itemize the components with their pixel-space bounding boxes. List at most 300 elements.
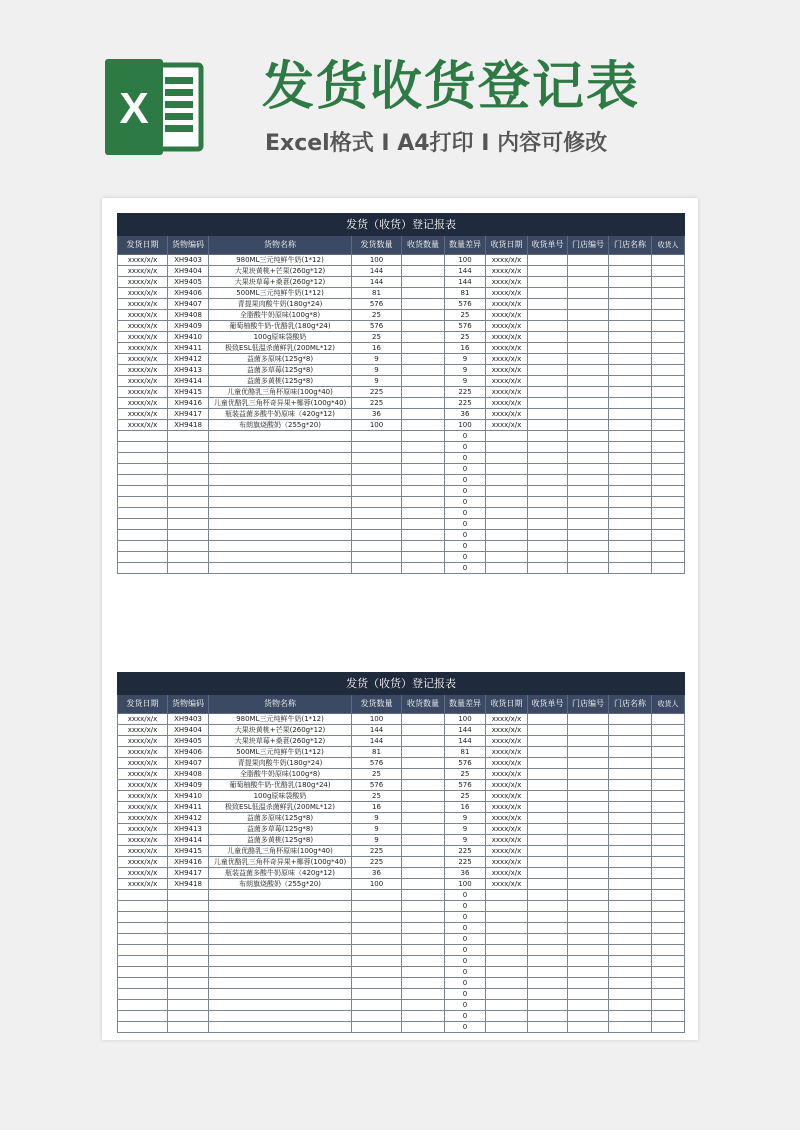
table-cell bbox=[486, 464, 528, 475]
table-cell bbox=[402, 442, 445, 453]
table-row bbox=[118, 824, 685, 835]
table-cell bbox=[352, 475, 402, 486]
table-cell bbox=[402, 769, 445, 780]
table-cell bbox=[528, 736, 568, 747]
table-cell bbox=[402, 1011, 445, 1022]
table-cell: 576 bbox=[352, 299, 402, 310]
table-cell: 576 bbox=[352, 321, 402, 332]
table-cell bbox=[168, 945, 209, 956]
table-cell bbox=[118, 1011, 168, 1022]
table-cell bbox=[609, 288, 652, 299]
table-cell: 100 bbox=[352, 879, 402, 890]
table-cell: 980ML三元纯鲜牛奶(1*12) bbox=[209, 255, 352, 266]
table-cell: xxxx/x/x bbox=[486, 343, 528, 354]
table-cell bbox=[528, 398, 568, 409]
table-cell: 极致ESL低温杀菌鲜乳(200ML*12) bbox=[209, 802, 352, 813]
table-cell bbox=[568, 956, 609, 967]
table-cell bbox=[652, 923, 685, 934]
table-cell: 100 bbox=[445, 879, 486, 890]
table-row bbox=[118, 552, 685, 563]
column-header: 发货数量 bbox=[352, 236, 402, 255]
table-cell bbox=[609, 989, 652, 1000]
table-cell bbox=[652, 409, 685, 420]
table-cell bbox=[402, 989, 445, 1000]
table-cell bbox=[652, 508, 685, 519]
column-header: 发货数量 bbox=[352, 695, 402, 714]
table-cell bbox=[652, 846, 685, 857]
table-cell bbox=[609, 266, 652, 277]
table-cell bbox=[209, 486, 352, 497]
table-cell bbox=[402, 541, 445, 552]
table-cell bbox=[652, 354, 685, 365]
table-cell: 25 bbox=[352, 310, 402, 321]
table-cell bbox=[652, 288, 685, 299]
table-cell: 益菌多草莓(125g*8) bbox=[209, 824, 352, 835]
table-cell: xxxx/x/x bbox=[486, 835, 528, 846]
table-cell: 9 bbox=[352, 813, 402, 824]
table-cell: 0 bbox=[445, 519, 486, 530]
column-header: 收货单号 bbox=[528, 236, 568, 255]
table-cell: 益菌多原味(125g*8) bbox=[209, 354, 352, 365]
table-cell bbox=[118, 945, 168, 956]
table-cell: xxxx/x/x bbox=[118, 288, 168, 299]
table-cell: 布朗旗烧酸奶（255g*20) bbox=[209, 420, 352, 431]
table-cell: xxxx/x/x bbox=[118, 780, 168, 791]
table-cell bbox=[652, 255, 685, 266]
table-row bbox=[118, 714, 685, 725]
table-cell bbox=[168, 530, 209, 541]
table-cell bbox=[568, 901, 609, 912]
table-cell bbox=[118, 541, 168, 552]
table-cell bbox=[568, 431, 609, 442]
table-cell bbox=[652, 791, 685, 802]
table-cell bbox=[568, 791, 609, 802]
table-cell bbox=[118, 934, 168, 945]
table-cell bbox=[352, 989, 402, 1000]
table-cell bbox=[118, 989, 168, 1000]
table-cell bbox=[568, 835, 609, 846]
table-cell bbox=[652, 442, 685, 453]
table-cell: 大果块黄桃+芒果(260g*12) bbox=[209, 725, 352, 736]
table-cell: xxxx/x/x bbox=[118, 354, 168, 365]
table-cell bbox=[168, 453, 209, 464]
table-cell: xxxx/x/x bbox=[118, 365, 168, 376]
column-header: 门店名称 bbox=[609, 236, 652, 255]
table-cell: XH9417 bbox=[168, 409, 209, 420]
table-cell: 9 bbox=[445, 813, 486, 824]
table-cell bbox=[652, 420, 685, 431]
table-row bbox=[118, 288, 685, 299]
table-cell bbox=[486, 552, 528, 563]
table-cell bbox=[568, 846, 609, 857]
table-cell bbox=[118, 967, 168, 978]
table-cell: xxxx/x/x bbox=[486, 736, 528, 747]
table-cell bbox=[402, 365, 445, 376]
table-cell: 81 bbox=[352, 747, 402, 758]
table-cell: 9 bbox=[352, 354, 402, 365]
table-cell bbox=[168, 934, 209, 945]
table-cell bbox=[568, 563, 609, 574]
table-cell bbox=[352, 552, 402, 563]
table-cell bbox=[609, 1000, 652, 1011]
table-cell bbox=[609, 464, 652, 475]
table-cell: XH9408 bbox=[168, 310, 209, 321]
table-cell bbox=[402, 277, 445, 288]
table-row bbox=[118, 376, 685, 387]
table-cell bbox=[568, 376, 609, 387]
table-cell bbox=[486, 934, 528, 945]
logo-letter: X bbox=[119, 84, 149, 133]
table-cell bbox=[168, 464, 209, 475]
page-subtitle: Excel格式 I A4打印 I 内容可修改 bbox=[265, 131, 608, 156]
table-cell bbox=[486, 1022, 528, 1033]
table-cell: 576 bbox=[352, 780, 402, 791]
table-cell bbox=[652, 310, 685, 321]
table-row bbox=[118, 1011, 685, 1022]
table-cell: 青提果肉酸牛奶(180g*24) bbox=[209, 299, 352, 310]
table-cell bbox=[402, 310, 445, 321]
table-row bbox=[118, 1000, 685, 1011]
table-cell bbox=[652, 736, 685, 747]
table-cell bbox=[528, 934, 568, 945]
table-cell bbox=[652, 552, 685, 563]
table-cell: xxxx/x/x bbox=[118, 376, 168, 387]
table-row bbox=[118, 901, 685, 912]
table-cell: 儿童优酪乳三角杯奇异果+椰蓉(100g*40) bbox=[209, 857, 352, 868]
table-cell bbox=[528, 563, 568, 574]
table-cell: XH9409 bbox=[168, 780, 209, 791]
table-cell bbox=[609, 365, 652, 376]
table-cell: 25 bbox=[352, 791, 402, 802]
table-cell bbox=[528, 989, 568, 1000]
table-cell: xxxx/x/x bbox=[118, 321, 168, 332]
table-cell bbox=[486, 519, 528, 530]
table-cell bbox=[652, 879, 685, 890]
table-cell bbox=[528, 475, 568, 486]
table-cell bbox=[609, 857, 652, 868]
table-cell bbox=[118, 519, 168, 530]
table-cell: 0 bbox=[445, 901, 486, 912]
table-cell bbox=[568, 409, 609, 420]
table-cell: 500ML三元纯鲜牛奶(1*12) bbox=[209, 747, 352, 758]
table-cell bbox=[568, 1022, 609, 1033]
table-cell bbox=[118, 508, 168, 519]
table-cell bbox=[609, 541, 652, 552]
table-cell bbox=[118, 464, 168, 475]
table-cell bbox=[652, 725, 685, 736]
table-cell bbox=[352, 945, 402, 956]
table-cell bbox=[402, 802, 445, 813]
table-cell bbox=[402, 321, 445, 332]
table-cell bbox=[168, 1022, 209, 1033]
table-cell: xxxx/x/x bbox=[486, 769, 528, 780]
table-cell bbox=[528, 530, 568, 541]
table-cell: XH9405 bbox=[168, 277, 209, 288]
table-cell bbox=[209, 901, 352, 912]
table-cell bbox=[528, 519, 568, 530]
table-cell bbox=[486, 508, 528, 519]
table-cell bbox=[652, 835, 685, 846]
table-cell: xxxx/x/x bbox=[486, 802, 528, 813]
table-cell bbox=[402, 912, 445, 923]
table-cell bbox=[528, 945, 568, 956]
table-cell bbox=[209, 453, 352, 464]
table-cell: 100 bbox=[445, 420, 486, 431]
page-title: 发货收货登记表 bbox=[262, 57, 641, 117]
table-row bbox=[118, 835, 685, 846]
table-cell bbox=[528, 464, 568, 475]
table-cell: 25 bbox=[445, 769, 486, 780]
table-cell bbox=[209, 552, 352, 563]
table-cell bbox=[402, 736, 445, 747]
table-cell bbox=[609, 923, 652, 934]
table-cell bbox=[402, 835, 445, 846]
table-cell bbox=[652, 376, 685, 387]
table-cell bbox=[609, 497, 652, 508]
table-cell bbox=[402, 376, 445, 387]
table-cell bbox=[528, 255, 568, 266]
table-row bbox=[118, 725, 685, 736]
table-row bbox=[118, 945, 685, 956]
table-cell bbox=[652, 277, 685, 288]
table-cell bbox=[209, 945, 352, 956]
table-cell: 144 bbox=[352, 725, 402, 736]
table-cell: xxxx/x/x bbox=[118, 277, 168, 288]
table-cell bbox=[528, 277, 568, 288]
table-cell bbox=[528, 420, 568, 431]
table-cell bbox=[528, 956, 568, 967]
table-cell bbox=[568, 802, 609, 813]
table-row bbox=[118, 758, 685, 769]
table-cell: XH9414 bbox=[168, 376, 209, 387]
table-cell bbox=[168, 563, 209, 574]
table-row bbox=[118, 541, 685, 552]
table-cell bbox=[609, 530, 652, 541]
table-row bbox=[118, 978, 685, 989]
table-cell: xxxx/x/x bbox=[486, 824, 528, 835]
table-row bbox=[118, 431, 685, 442]
table-cell: 0 bbox=[445, 486, 486, 497]
table-cell: 25 bbox=[352, 332, 402, 343]
table-cell: xxxx/x/x bbox=[486, 747, 528, 758]
column-header: 收货日期 bbox=[486, 236, 528, 255]
table-cell: 儿童优酪乳三角杯原味(100g*40) bbox=[209, 387, 352, 398]
table-cell bbox=[402, 780, 445, 791]
table-cell bbox=[352, 563, 402, 574]
table-row bbox=[118, 255, 685, 266]
column-header: 收货人 bbox=[652, 695, 685, 714]
table-row bbox=[118, 453, 685, 464]
table-cell bbox=[402, 420, 445, 431]
table-cell bbox=[486, 956, 528, 967]
table-cell bbox=[609, 508, 652, 519]
table-cell bbox=[652, 747, 685, 758]
table-cell: 100g原味袋酸奶 bbox=[209, 791, 352, 802]
table-cell: 81 bbox=[445, 288, 486, 299]
table-cell: xxxx/x/x bbox=[118, 387, 168, 398]
table-cell: xxxx/x/x bbox=[118, 857, 168, 868]
table-row bbox=[118, 365, 685, 376]
table-cell bbox=[568, 890, 609, 901]
table-cell: 225 bbox=[352, 857, 402, 868]
table-row bbox=[118, 769, 685, 780]
table-cell bbox=[568, 332, 609, 343]
table-cell bbox=[652, 519, 685, 530]
table-cell bbox=[528, 967, 568, 978]
table-cell bbox=[609, 791, 652, 802]
table-cell bbox=[528, 747, 568, 758]
table-cell: xxxx/x/x bbox=[118, 332, 168, 343]
table-cell: 全脂酸牛奶原味(100g*8) bbox=[209, 310, 352, 321]
table-cell bbox=[609, 868, 652, 879]
table-cell bbox=[652, 978, 685, 989]
table-cell bbox=[168, 431, 209, 442]
table-cell bbox=[352, 464, 402, 475]
table-cell: 0 bbox=[445, 956, 486, 967]
table-cell bbox=[528, 813, 568, 824]
table-cell bbox=[652, 332, 685, 343]
table-cell bbox=[209, 563, 352, 574]
table-cell bbox=[652, 321, 685, 332]
table-cell: XH9413 bbox=[168, 824, 209, 835]
table-cell: 144 bbox=[352, 277, 402, 288]
table-cell: 0 bbox=[445, 978, 486, 989]
table-cell bbox=[402, 846, 445, 857]
table-cell: xxxx/x/x bbox=[118, 846, 168, 857]
table-cell bbox=[528, 714, 568, 725]
table-cell: xxxx/x/x bbox=[118, 769, 168, 780]
table-cell bbox=[652, 486, 685, 497]
table-cell bbox=[352, 541, 402, 552]
table-cell: 25 bbox=[445, 332, 486, 343]
table-cell bbox=[609, 475, 652, 486]
table-cell: xxxx/x/x bbox=[486, 266, 528, 277]
table-cell bbox=[609, 956, 652, 967]
table-cell: 0 bbox=[445, 1011, 486, 1022]
table-cell bbox=[352, 442, 402, 453]
table-cell bbox=[486, 890, 528, 901]
table-cell bbox=[352, 967, 402, 978]
table-cell: 0 bbox=[445, 497, 486, 508]
table-cell bbox=[209, 978, 352, 989]
column-header: 收货数量 bbox=[402, 695, 445, 714]
table-cell bbox=[609, 890, 652, 901]
table-row bbox=[118, 1022, 685, 1033]
table-cell bbox=[528, 321, 568, 332]
table-cell: xxxx/x/x bbox=[486, 409, 528, 420]
table-cell: 16 bbox=[445, 802, 486, 813]
table-cell bbox=[652, 912, 685, 923]
table-cell: 0 bbox=[445, 1022, 486, 1033]
table-cell: xxxx/x/x bbox=[486, 714, 528, 725]
table-cell bbox=[568, 530, 609, 541]
table-cell bbox=[609, 1022, 652, 1033]
table-cell bbox=[486, 442, 528, 453]
table-row bbox=[118, 846, 685, 857]
table-cell: 576 bbox=[445, 758, 486, 769]
table-cell: 布朗旗烧酸奶（255g*20) bbox=[209, 879, 352, 890]
table-cell bbox=[609, 1011, 652, 1022]
table-cell bbox=[352, 497, 402, 508]
table-row bbox=[118, 912, 685, 923]
table-cell bbox=[609, 758, 652, 769]
table-cell bbox=[402, 552, 445, 563]
table-cell bbox=[168, 1011, 209, 1022]
table-cell bbox=[118, 431, 168, 442]
table-cell bbox=[486, 978, 528, 989]
table-cell bbox=[609, 343, 652, 354]
table-cell: 0 bbox=[445, 431, 486, 442]
table-cell bbox=[568, 420, 609, 431]
table-cell bbox=[609, 846, 652, 857]
table-cell bbox=[402, 714, 445, 725]
table-row bbox=[118, 343, 685, 354]
table-cell: XH9418 bbox=[168, 420, 209, 431]
table-cell bbox=[528, 552, 568, 563]
table-cell bbox=[528, 1011, 568, 1022]
table-cell bbox=[528, 857, 568, 868]
table-cell bbox=[609, 453, 652, 464]
table-cell bbox=[568, 736, 609, 747]
table-cell bbox=[402, 967, 445, 978]
table-cell: xxxx/x/x bbox=[486, 321, 528, 332]
table-cell bbox=[609, 934, 652, 945]
table-cell bbox=[609, 387, 652, 398]
table-cell: 144 bbox=[352, 266, 402, 277]
table-cell bbox=[402, 1000, 445, 1011]
table-cell bbox=[568, 769, 609, 780]
table-cell bbox=[402, 508, 445, 519]
table-cell bbox=[402, 1022, 445, 1033]
table-cell bbox=[568, 442, 609, 453]
table-cell: 0 bbox=[445, 563, 486, 574]
table-cell bbox=[568, 365, 609, 376]
table-cell: 0 bbox=[445, 541, 486, 552]
table-cell: 0 bbox=[445, 475, 486, 486]
table-cell bbox=[652, 934, 685, 945]
table-cell: xxxx/x/x bbox=[486, 376, 528, 387]
column-header: 收货数量 bbox=[402, 236, 445, 255]
table-cell: 576 bbox=[352, 758, 402, 769]
table-cell: 大果块草莓+桑葚(260g*12) bbox=[209, 736, 352, 747]
table-cell: 0 bbox=[445, 923, 486, 934]
table-cell bbox=[568, 934, 609, 945]
table-cell: xxxx/x/x bbox=[486, 277, 528, 288]
table-cell: XH9412 bbox=[168, 354, 209, 365]
table-cell bbox=[528, 868, 568, 879]
table-cell bbox=[528, 824, 568, 835]
table-cell bbox=[486, 901, 528, 912]
table-row bbox=[118, 736, 685, 747]
table-cell bbox=[168, 552, 209, 563]
table-cell: 25 bbox=[445, 310, 486, 321]
column-header: 收货单号 bbox=[528, 695, 568, 714]
table-cell bbox=[402, 266, 445, 277]
table-cell bbox=[486, 912, 528, 923]
table-cell bbox=[652, 714, 685, 725]
table-cell: 225 bbox=[445, 857, 486, 868]
table-cell: 瓶装益菌多酸牛奶原味（420g*12) bbox=[209, 868, 352, 879]
table-cell bbox=[402, 901, 445, 912]
table-cell bbox=[568, 464, 609, 475]
table-cell bbox=[609, 769, 652, 780]
table-cell bbox=[652, 989, 685, 1000]
table-cell bbox=[118, 442, 168, 453]
table-cell bbox=[486, 530, 528, 541]
table-cell bbox=[568, 714, 609, 725]
table-cell bbox=[402, 354, 445, 365]
table-cell bbox=[528, 846, 568, 857]
